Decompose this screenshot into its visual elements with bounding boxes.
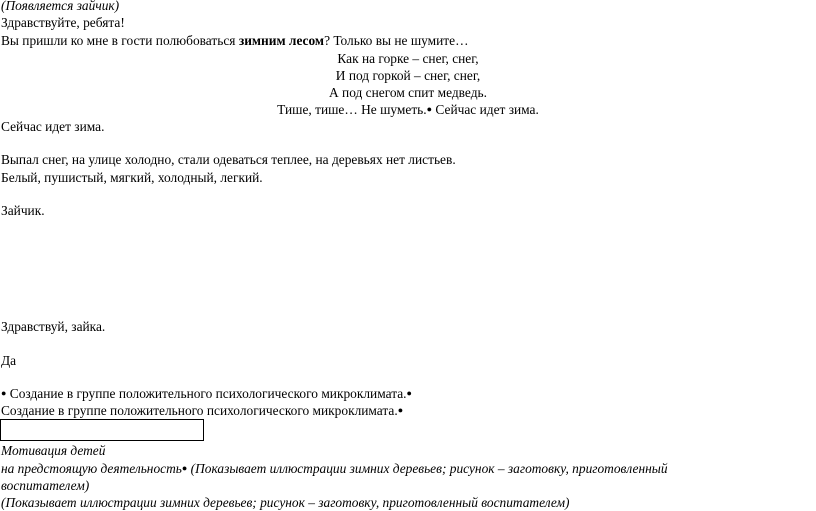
- stage-direction: (Появляется зайчик): [1, 0, 120, 13]
- hello-bunny-line: Здравствуй, зайка.: [1, 319, 106, 334]
- bullet-icon: ●: [406, 388, 412, 398]
- motivation-line-3: воспитателем): [1, 478, 90, 493]
- description-line-1: Выпал снег, на улице холодно, стали одеваться теплее, на деревьях нет листьев.: [1, 152, 456, 167]
- bullet-icon: ●: [426, 104, 433, 114]
- motivation-heading: Мотивация детей: [1, 443, 106, 458]
- goal-line-b: [1, 402, 403, 419]
- description-line-2: Белый, пушистый, мягкий, холодный, легкий.: [1, 170, 263, 185]
- invite-after: ? Только вы не шумите…: [324, 33, 469, 48]
- yes-line: Да: [1, 353, 17, 368]
- poem-line-4: [0, 101, 816, 118]
- poem-line-2: И под горкой – снег, снег,: [335, 68, 481, 83]
- bullet-icon: ●: [397, 405, 404, 415]
- poem-line-4b: Сейчас идет зима.: [432, 102, 539, 117]
- poem-line-1: Как на горке – снег, снег,: [337, 51, 479, 66]
- answer-winter: Сейчас идет зима.: [1, 119, 105, 134]
- empty-frame-box: [0, 419, 204, 441]
- motivation-line-2: [1, 460, 668, 477]
- bullet-icon: ●: [1, 388, 7, 398]
- bullet-icon: ●: [181, 463, 188, 473]
- motivation-text-2b: (Показывает иллюстрации зимних деревьев; рисунок – заготовку, приготовленный: [187, 461, 668, 476]
- invite-before: Вы пришли ко мне в гости полюбоваться: [1, 33, 239, 48]
- poem-line-4a: Тише, тише… Не шуметь.: [277, 102, 427, 117]
- bunny-line: Зайчик.: [1, 203, 45, 218]
- invite-bold: зимним лесом: [238, 33, 325, 48]
- goal-text-a: Создание в группе положительного психологического микроклимата.: [6, 386, 407, 401]
- poem-line-3: А под снегом спит медведь.: [329, 85, 487, 100]
- motivation-line-4: (Показывает иллюстрации зимних деревьев; рисунок – заготовку, приготовленный воспитателем): [1, 495, 570, 510]
- invite-line: [1, 32, 468, 49]
- goal-text-b: Создание в группе положительного психологического микроклимата.: [1, 403, 398, 418]
- goal-line-a: [1, 385, 412, 402]
- motivation-text-2a: на предстоящую деятельность: [1, 461, 182, 476]
- greeting-line: Здравствуйте, ребята!: [1, 15, 125, 30]
